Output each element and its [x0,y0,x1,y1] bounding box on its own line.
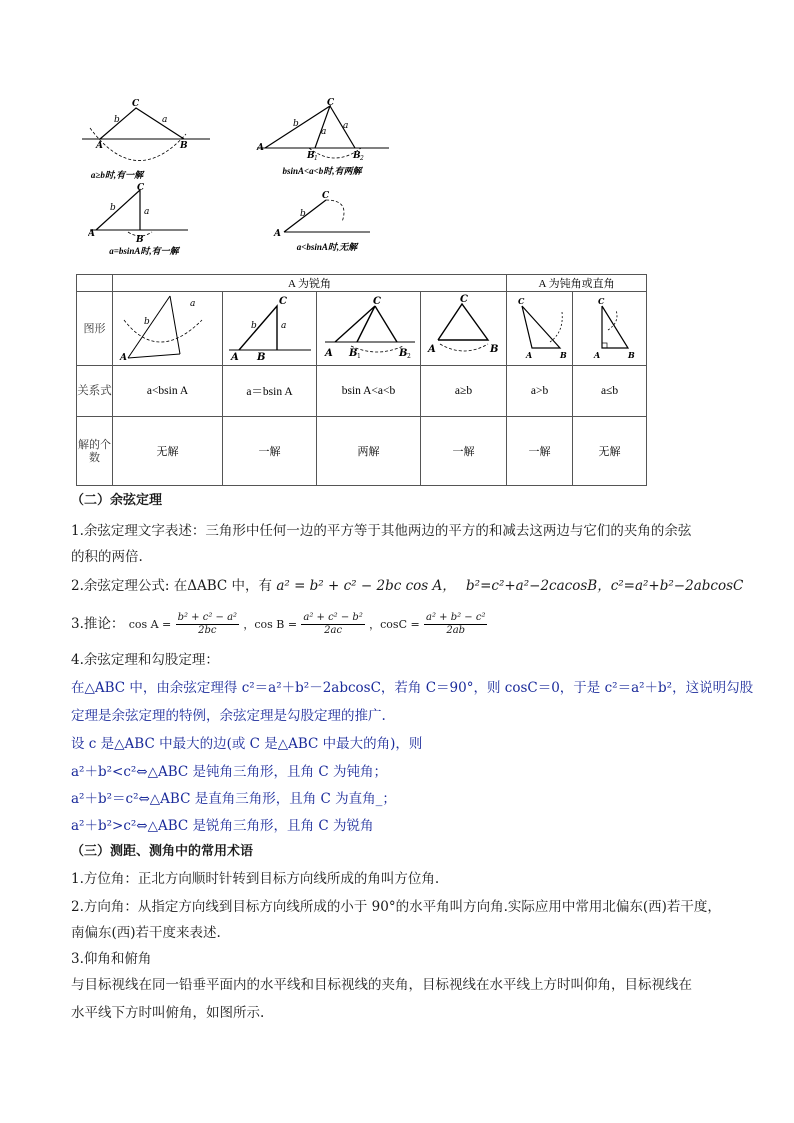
label-a: a [162,115,168,125]
label-C: C [327,98,335,108]
relation-1: a<bsin A [113,366,223,417]
svg-text:B: B [348,348,357,359]
svg-text:C: C [372,296,381,307]
label-C: C [322,191,330,201]
row-label-count: 解的个数 [77,417,113,486]
relation-6: a≤b [573,366,647,417]
svg-text:B: B [489,344,498,355]
svg-text:2: 2 [406,353,411,360]
count-2: 一解 [223,417,317,486]
count-6: 无解 [573,417,647,486]
cosine-p2-prefix: 2.余弦定理公式: 在ΔABC 中，有 [71,578,273,594]
count-3: 两解 [317,417,421,486]
svg-text:a: a [189,299,195,309]
row-label-figure: 图形 [77,292,113,366]
label-C: C [137,183,145,193]
cosA-numerator: b² + c² − a² [177,612,238,623]
label-A: A [257,143,264,153]
label-a: a [321,127,327,137]
cosine-p1a: 1.余弦定理文字表述：三角形中任何一边的平方等于其他两边的平方的和减去这两边与它们的夹角的余弦 [71,523,692,539]
svg-text:A: A [427,344,436,355]
term-elevation-b: 水平线下方时叫俯角，如图所示. [71,1005,265,1021]
figure-one-solution-a-eq-bsinA [88,182,188,256]
label-B2: B [353,151,361,161]
cosA-lhs: cos A = [128,618,172,631]
label-b: b [293,119,299,129]
relation-2: a＝bsin A [223,366,317,417]
cosA-fraction [176,612,239,637]
cosA-denominator: 2bc [198,625,217,636]
row-label-relation: 关系式 [77,366,113,417]
p4-line-2: 定理是余弦定理的特例，余弦定理是勾股定理的推广. [71,708,386,724]
cell-fig-1 [113,292,223,366]
label-A: A [88,229,95,239]
svg-text:B: B [627,350,635,360]
relation-5: a>b [507,366,573,417]
label-C: C [132,99,140,109]
label-B2-sub: 2 [360,155,364,162]
p4-line-1: 在△ABC 中，由余弦定理得 c²＝a²＋b²－2abcosC，若角 C＝90°，则 cosC＝0，于是 c²＝a²＋b²，这说明勾股 [71,680,754,696]
label-B: B [136,235,144,244]
svg-text:B: B [256,352,265,362]
cosB-denominator: 2ac [324,625,343,636]
svg-text:C: C [597,296,604,306]
count-4: 一解 [421,417,507,486]
p4-line-6: a²＋b²>c²⇔△ABC 是锐角三角形，且角 C 为锐角 [71,818,374,834]
figure-one-solution-a-ge-b [82,98,212,180]
fig3-caption: a=bsinA时,有一解 [109,246,179,256]
corollary-prefix: 3.推论： [71,616,125,632]
svg-text:C: C [517,296,524,306]
label-b: b [300,209,306,219]
cell-fig-4 [421,292,507,366]
relation-3: bsin A<a<b [317,366,421,417]
p4-title: 4.余弦定理和勾股定理： [71,652,219,668]
figure-two-solutions [255,98,395,176]
terms-title: （三）测距、测角中的常用术语 [71,844,254,859]
term-elevation-a: 与目标视线在同一铅垂平面内的水平线和目标视线的夹角，目标视线在水平线上方时叫仰角，目标视线在 [71,977,692,993]
header-empty [77,275,113,292]
svg-text:B: B [559,350,567,360]
label-B1-sub: 1 [314,155,318,162]
label-A: A [274,229,281,239]
count-5: 一解 [507,417,573,486]
svg-text:b: b [143,317,150,327]
cosC-denominator: 2ab [446,625,466,636]
cosine-formula-bc: b²=c²+a²−2cacosB，c²=a²+b²−2abcosC [466,578,744,594]
cosine-formula-a: a² = b² + c² − 2bc cos A， [276,578,456,594]
cell-fig-2 [223,292,317,366]
cell-fig-6 [573,292,647,366]
term-direction-a: 2.方向角：从指定方向线到目标方向线所成的小于 90°的水平角叫方向角.实际应用中常用北偏东(西)若干度， [71,899,721,915]
label-b: b [114,115,120,125]
svg-text:A: A [119,353,127,362]
svg-text:A: A [525,350,532,360]
term-azimuth: 1.方位角：正北方向顺时针转到目标方向线所成的角叫方位角. [71,871,440,887]
triangle-solution-cases-table [76,274,647,486]
svg-text:A: A [593,350,600,360]
svg-text:C: C [278,296,287,307]
label-A: A [96,141,103,151]
header-obtuse: A 为钝角或直角 [507,275,647,292]
label-B1: B [307,151,315,161]
relation-4: a≥b [421,366,507,417]
fig1-caption: a≥b时,有一解 [90,170,144,180]
cosC-lhs: ，cosC = [369,618,420,631]
svg-text:B: B [398,348,407,359]
count-1: 无解 [113,417,223,486]
cosine-title: （二）余弦定理 [71,493,163,508]
svg-text:A: A [324,348,333,359]
cell-fig-5 [507,292,573,366]
svg-text:a: a [280,321,286,331]
label-B: B [180,141,188,151]
corollary-line [71,606,487,642]
figure-no-solution [272,190,372,252]
cell-fig-3 [317,292,421,366]
fig4-caption: a<bsinA时,无解 [296,242,358,252]
svg-text:b: b [250,321,257,331]
label-a: a [144,207,150,217]
cosC-fraction [424,612,487,637]
p4-line-3: 设 c 是△ABC 中最大的边(或 C 是△ABC 中最大的角)，则 [71,736,423,752]
cosB-numerator: a² + c² − b² [303,612,363,623]
svg-text:1: 1 [356,353,361,360]
term-direction-b: 南偏东(西)若干度来表述. [71,925,221,941]
cosine-p1b: 的积的两倍. [71,549,143,565]
cosine-formula-line [71,577,743,595]
fig2-caption: bsinA<a<b时,有两解 [282,166,362,176]
cosB-fraction [301,612,364,637]
cosB-lhs: ，cos B = [243,618,298,631]
svg-text:A: A [230,352,239,362]
p4-line-5: a²＋b²＝c²⇔△ABC 是直角三角形，且角 C 为直角_； [71,791,396,807]
label-a2: a [343,121,349,131]
label-b: b [110,203,116,213]
cosC-numerator: a² + b² − c² [426,612,486,623]
p4-line-4: a²＋b²<c²⇔△ABC 是钝角三角形，且角 C 为钝角； [71,764,387,780]
header-acute: A 为锐角 [113,275,507,292]
svg-text:C: C [459,294,468,305]
term-elevation-title: 3.仰角和俯角 [71,951,152,967]
